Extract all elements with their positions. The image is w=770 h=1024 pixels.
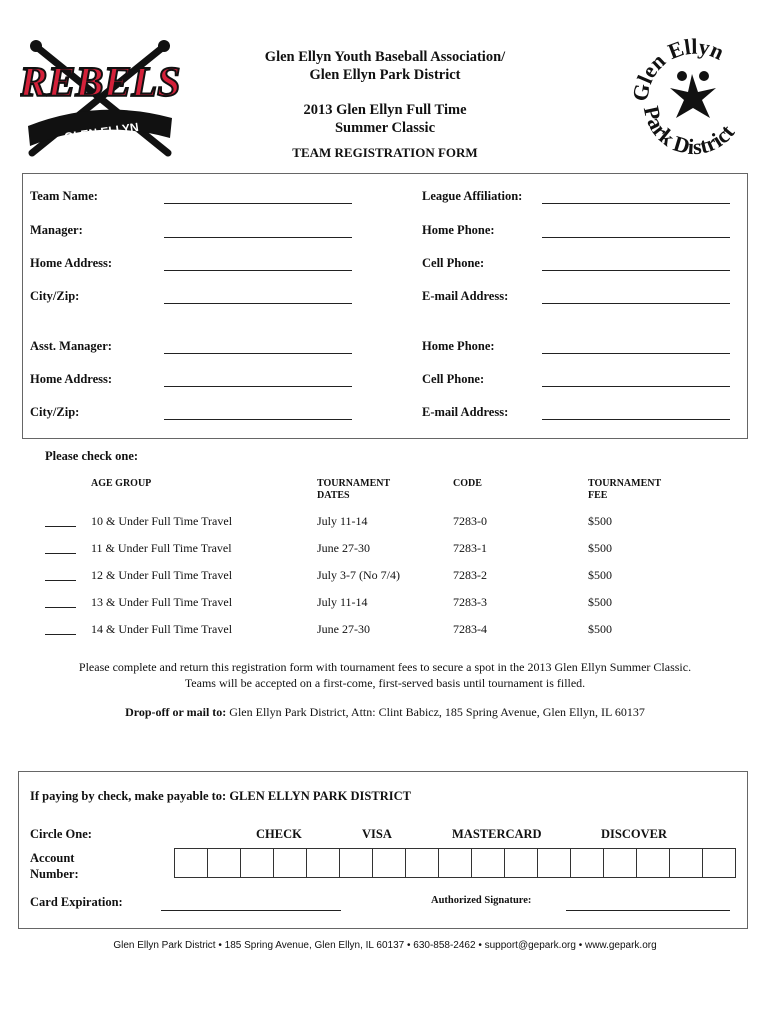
team-field-input[interactable] — [164, 303, 352, 304]
dropoff-line — [0, 705, 770, 720]
account-digit-box[interactable] — [372, 848, 406, 878]
option-check[interactable]: CHECK — [256, 827, 302, 841]
form-title: TEAM REGISTRATION FORM — [292, 145, 478, 160]
tournament-dates: June 27-30 — [317, 541, 370, 555]
age-group-checkbox[interactable] — [45, 553, 76, 554]
dropoff-address: Glen Ellyn Park District, Attn: Clint Babicz, 185 Spring Avenue, Glen Ellyn, IL 60137 — [229, 705, 645, 719]
age-group-name: 10 & Under Full Time Travel — [91, 514, 233, 528]
team-field-label: Home Address: — [30, 372, 113, 386]
team-field-input[interactable] — [164, 419, 352, 420]
svg-text:Park District — [639, 104, 740, 159]
team-field-input-right[interactable] — [542, 237, 730, 238]
account-digit-box[interactable] — [339, 848, 373, 878]
team-field-label: City/Zip: — [30, 289, 80, 303]
option-discover[interactable]: DISCOVER — [601, 827, 667, 841]
dropoff-label: Drop-off or mail to: — [125, 705, 227, 719]
age-group-checkbox[interactable] — [45, 526, 76, 527]
account-digit-box[interactable] — [471, 848, 505, 878]
circle-one-label: Circle One: — [30, 827, 92, 841]
team-field-label-right: Home Phone: — [422, 223, 495, 237]
tournament-code: 7283-1 — [453, 541, 487, 555]
park-district-logo — [630, 36, 756, 162]
account-digit-box[interactable] — [438, 848, 472, 878]
header-line-4: Summer Classic — [334, 120, 436, 136]
header-fee-line-2: FEE — [588, 490, 608, 501]
age-group-checkbox[interactable] — [45, 580, 76, 581]
tournament-fee: $500 — [588, 622, 612, 636]
tournament-code: 7283-3 — [453, 595, 487, 609]
header-dates-line-2: DATES — [317, 490, 350, 501]
age-group-name: 11 & Under Full Time Travel — [91, 541, 232, 555]
account-digit-box[interactable] — [603, 848, 637, 878]
team-field-input-right[interactable] — [542, 203, 730, 204]
tournament-code: 7283-2 — [453, 568, 487, 582]
header-age-group: AGE GROUP — [91, 478, 152, 489]
team-field-label-right: Cell Phone: — [422, 372, 485, 386]
team-field-input-right[interactable] — [542, 303, 730, 304]
header-code: CODE — [453, 478, 482, 489]
header-fee-line-1: TOURNAMENT — [588, 478, 662, 489]
team-info-section — [22, 173, 748, 439]
instructions-line-2: Teams will be accepted on a first-come, first-served basis until tournament is filled. — [184, 676, 586, 690]
team-field-label: Team Name: — [30, 189, 98, 203]
rebels-logo-subtext: GLEN ELLYN — [63, 119, 140, 145]
tournament-dates: July 11-14 — [317, 514, 368, 528]
account-digit-box[interactable] — [636, 848, 670, 878]
team-field-input[interactable] — [164, 237, 352, 238]
account-label-line-1: Account — [30, 851, 75, 865]
age-group-name: 14 & Under Full Time Travel — [91, 622, 233, 636]
team-field-label: Asst. Manager: — [30, 339, 112, 353]
header-tournament-dates — [317, 478, 390, 502]
tournament-code: 7283-4 — [453, 622, 487, 636]
team-field-input[interactable] — [164, 203, 352, 204]
team-field-label-right: E-mail Address: — [422, 289, 509, 303]
team-field-input-right[interactable] — [542, 270, 730, 271]
option-visa[interactable]: VISA — [362, 827, 392, 841]
account-label-line-2: Number: — [30, 867, 79, 881]
rebels-logo-text: REBELS — [20, 60, 180, 106]
team-field-input-right[interactable] — [542, 419, 730, 420]
card-expiration-label: Card Expiration: — [30, 895, 123, 909]
tournament-dates: June 27-30 — [317, 622, 370, 636]
account-digit-box[interactable] — [174, 848, 208, 878]
age-group-name: 13 & Under Full Time Travel — [91, 595, 233, 609]
header-org — [200, 48, 570, 84]
account-number-label — [30, 850, 79, 882]
team-field-input-right[interactable] — [542, 386, 730, 387]
team-field-label-right: Cell Phone: — [422, 256, 485, 270]
team-field-label-right: League Affiliation: — [422, 189, 523, 203]
team-field-input[interactable] — [164, 353, 352, 354]
header-line-1: Glen Ellyn Youth Baseball Association/ — [264, 49, 506, 65]
age-group-name: 12 & Under Full Time Travel — [91, 568, 233, 582]
team-field-input[interactable] — [164, 386, 352, 387]
account-digit-box[interactable] — [207, 848, 241, 878]
account-digit-box[interactable] — [669, 848, 703, 878]
header-tournament-fee — [588, 478, 661, 502]
check-payable: If paying by check, make payable to: GLEN ELLYN PARK DISTRICT — [30, 789, 411, 803]
tournament-fee: $500 — [588, 541, 612, 555]
account-digit-box[interactable] — [240, 848, 274, 878]
account-digit-box[interactable] — [306, 848, 340, 878]
team-field-input[interactable] — [164, 270, 352, 271]
header-event — [200, 101, 570, 137]
account-digit-box[interactable] — [570, 848, 604, 878]
instructions — [0, 659, 770, 691]
age-group-checkbox[interactable] — [45, 634, 76, 635]
tournament-dates: July 3-7 (No 7/4) — [317, 568, 400, 582]
authorized-signature-label: Authorized Signature: — [431, 895, 532, 906]
age-group-checkbox[interactable] — [45, 607, 76, 608]
tournament-fee: $500 — [588, 595, 612, 609]
tournament-fee: $500 — [588, 514, 612, 528]
instructions-line-1: Please complete and return this registration form with tournament fees to secure a spot in the 2013 Glen Ellyn Summer Classic. — [78, 660, 692, 674]
account-digit-box[interactable] — [537, 848, 571, 878]
please-check-one: Please check one: — [45, 449, 139, 463]
team-field-label: Manager: — [30, 223, 83, 237]
rebels-logo — [20, 38, 180, 163]
team-field-label: Home Address: — [30, 256, 113, 270]
authorized-signature-field[interactable] — [566, 910, 730, 911]
park-logo-text-bottom: Park District — [638, 103, 740, 160]
account-number-grid — [174, 848, 736, 878]
card-expiration-field[interactable] — [161, 910, 341, 911]
team-field-input-right[interactable] — [542, 353, 730, 354]
header-dates-line-1: TOURNAMENT — [317, 478, 391, 489]
team-field-label-right: Home Phone: — [422, 339, 495, 353]
team-field-label: City/Zip: — [30, 405, 80, 419]
park-logo-text-top: len Ellyn — [631, 36, 728, 88]
account-digit-box[interactable] — [504, 848, 538, 878]
tournament-dates: July 11-14 — [317, 595, 368, 609]
tournament-fee: $500 — [588, 568, 612, 582]
header-line-3: 2013 Glen Ellyn Full Time — [303, 102, 467, 118]
option-mastercard[interactable]: MASTERCARD — [452, 827, 542, 841]
team-field-label-right: E-mail Address: — [422, 405, 509, 419]
tournament-code: 7283-0 — [453, 514, 487, 528]
footer: Glen Ellyn Park District • 185 Spring Avenue, Glen Ellyn, IL 60137 • 630-858-2462 • support@gepark.org • www.gepark.org — [113, 940, 657, 951]
header-line-2: Glen Ellyn Park District — [309, 67, 461, 83]
account-digit-box[interactable] — [273, 848, 307, 878]
account-digit-box[interactable] — [702, 848, 736, 878]
account-digit-box[interactable] — [405, 848, 439, 878]
